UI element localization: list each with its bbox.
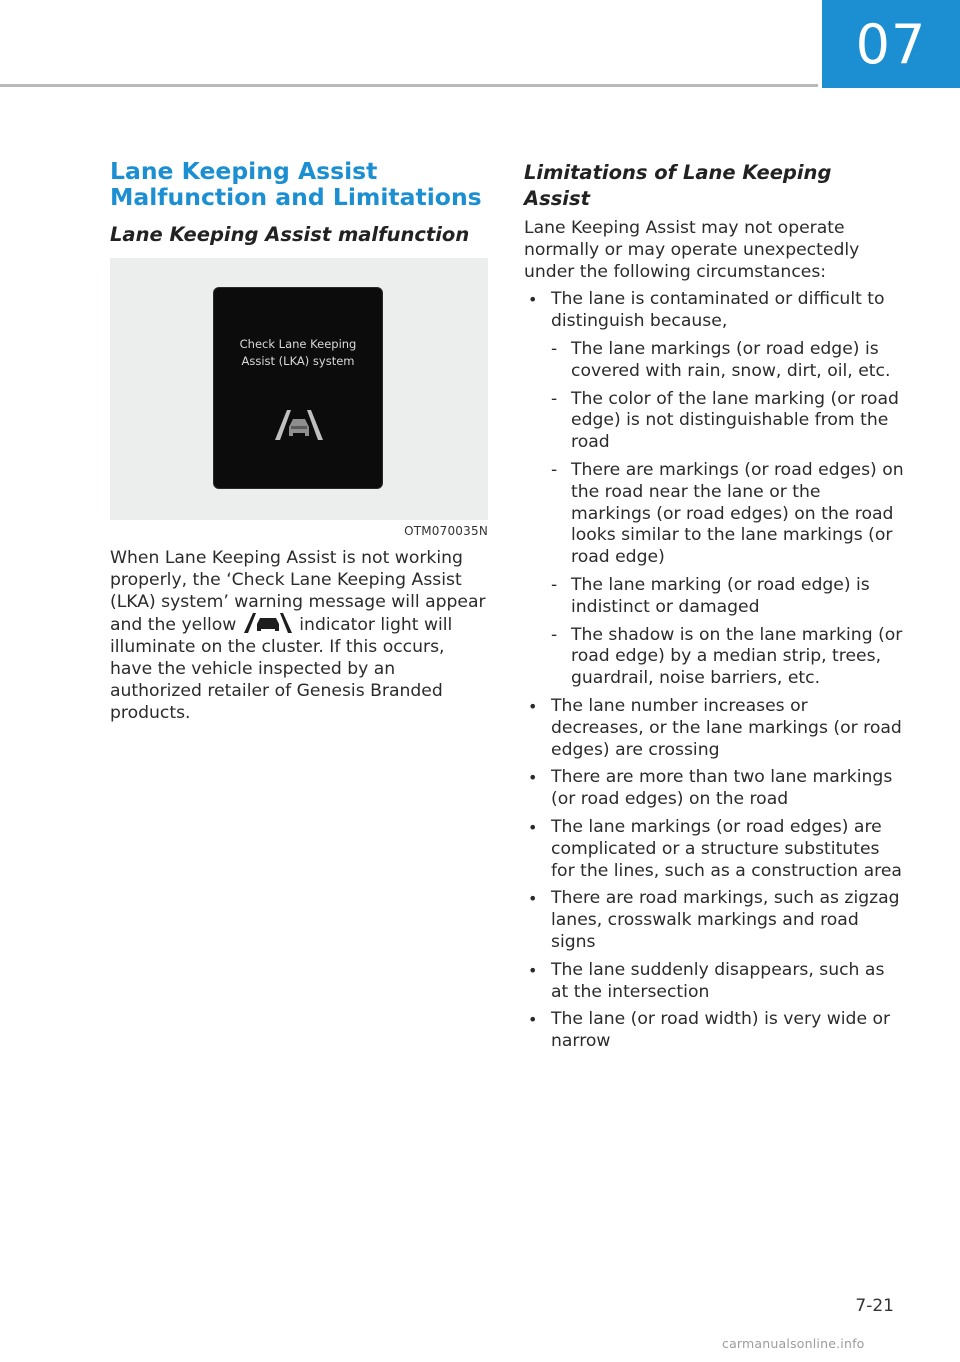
contamination-sublist xyxy=(551,339,904,690)
malfunction-subtitle: Lane Keeping Assist malfunction xyxy=(110,223,470,246)
watermark: carmanualsonline.info xyxy=(722,1336,865,1351)
list-item: • The lane (or road width) is very wide or narrow xyxy=(524,1009,904,1053)
screen-line-2: Assist (LKA) system xyxy=(241,354,355,368)
limitations-list xyxy=(524,289,904,1053)
paragraph-part-2: indicator light will illuminate on the cluster. If this occurs, have the vehicle inspected by an authorized retailer of Genesis Branded products. xyxy=(110,615,453,723)
figure-caption: OTM070035N xyxy=(404,524,488,538)
paragraph-part-1: When Lane Keeping Assist is not working properly, the ‘Check Lane Keeping Assist (LKA) system’ warning message will appear and the yellow xyxy=(110,548,486,636)
list-item: • There are road markings, such as zigzag lanes, crosswalk markings and road signs xyxy=(524,888,904,953)
list-item xyxy=(524,289,904,690)
list-item: • There are more than two lane markings (or road edges) on the road xyxy=(524,767,904,811)
left-column xyxy=(110,158,488,724)
chapter-tab xyxy=(822,0,960,88)
sub-list-item: - The lane markings (or road edge) is covered with rain, snow, dirt, oil, etc. xyxy=(551,339,904,383)
sub-list-item: - The lane marking (or road edge) is indistinct or damaged xyxy=(551,575,904,619)
page-number: 7-21 xyxy=(855,1296,894,1316)
lane-keeping-assist-icon xyxy=(272,406,326,442)
cluster-screen xyxy=(214,288,382,488)
list-item: • The lane number increases or decreases, or the lane markings (or road edges) are crossing xyxy=(524,696,904,761)
sub-list-item: - There are markings (or road edges) on the road near the lane or the markings (or road edges) on the road looks similar to the lane markings (or road edge) xyxy=(551,460,904,569)
section-title: Lane Keeping Assist Malfunction and Limitations xyxy=(110,157,482,211)
list-item: • The lane suddenly disappears, such as at the intersection xyxy=(524,960,904,1004)
chapter-number: 07 xyxy=(855,12,927,76)
screen-line-1: Check Lane Keeping xyxy=(239,337,357,351)
sub-list-item: - The shadow is on the lane marking (or road edge) by a median strip, trees, guardrail, noise barriers, etc. xyxy=(551,625,904,690)
list-item-text: The lane is contaminated or difficult to distinguish because, xyxy=(551,289,885,332)
yellow-lka-indicator-icon xyxy=(242,613,294,633)
right-column xyxy=(524,158,904,1059)
sub-list-item: - The color of the lane marking (or road edge) is not distinguishable from the road xyxy=(551,389,904,454)
screen-warning-message xyxy=(214,336,382,370)
limitations-intro: Lane Keeping Assist may not operate normally or may operate unexpectedly under the following circumstances: xyxy=(524,218,860,282)
header-rule xyxy=(0,84,818,87)
list-item: • The lane markings (or road edges) are complicated or a structure substitutes for the lines, such as a construction area xyxy=(524,817,904,882)
malfunction-paragraph xyxy=(110,548,488,724)
cluster-figure xyxy=(110,258,488,520)
limitations-subtitle: Limitations of Lane Keeping Assist xyxy=(524,161,832,210)
